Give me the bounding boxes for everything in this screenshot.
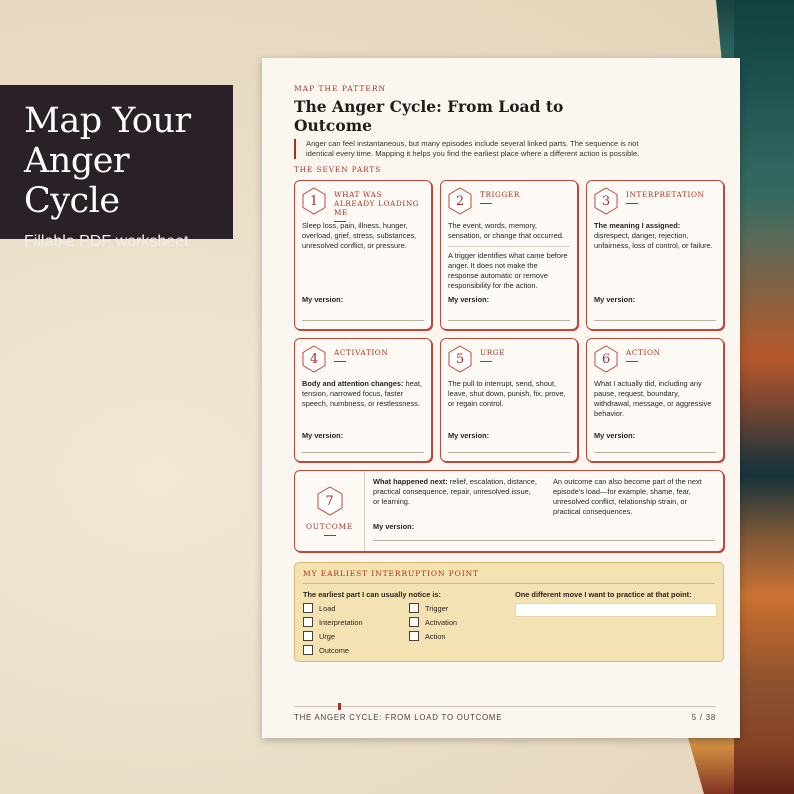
earliest-title: MY EARLIEST INTERRUPTION POINT — [303, 569, 715, 584]
card-header — [302, 345, 424, 375]
card-header — [594, 187, 716, 217]
page-footer — [294, 706, 716, 722]
my-version-field[interactable] — [448, 452, 570, 453]
option-label: Urge — [319, 631, 336, 641]
card-body — [302, 379, 424, 409]
card-activation — [294, 338, 432, 462]
checkbox[interactable] — [303, 645, 313, 655]
option-outcome[interactable] — [303, 645, 409, 655]
card-body — [448, 379, 570, 409]
card-body — [594, 221, 716, 251]
checkbox[interactable] — [303, 603, 313, 613]
checkbox[interactable] — [409, 617, 419, 627]
card-my-version[interactable] — [448, 431, 570, 453]
earliest-left-column — [303, 590, 515, 655]
my-version-label: My version: — [594, 295, 636, 304]
card-body-text: Sleep loss, pain, illness, hunger, overload, grief, stress, substances, unresolved conflict, or pressure. — [302, 221, 417, 250]
card-body — [594, 379, 716, 419]
card-urge — [440, 338, 578, 462]
earliest-question-left: The earliest part I can usually notice is: — [303, 590, 442, 599]
option-label: Trigger — [425, 603, 449, 613]
my-version-field[interactable] — [373, 540, 715, 541]
footer-title: THE ANGER CYCLE: FROM LOAD TO OUTCOME — [294, 713, 503, 722]
card-note: A trigger identifies what came before anger. It does not make the response automatic or remove responsibility for the action. — [448, 246, 570, 291]
card-body-text: disrespect, danger, rejection, unfairness, loss of control, or failure. — [594, 231, 713, 250]
card-trigger — [440, 180, 578, 330]
promo-subtitle: Fillable PDF worksheet — [24, 233, 189, 250]
outcome-body-text: relief, escalation, distance, practical consequence, repair, unresolved issue, or learning. — [373, 477, 537, 506]
outcome-body — [373, 477, 537, 507]
promo-title-card — [0, 85, 233, 250]
checkbox[interactable] — [409, 631, 419, 641]
my-version-field[interactable] — [302, 452, 424, 453]
card-number: 2 — [455, 193, 465, 209]
checkbox[interactable] — [303, 631, 313, 641]
card-body-text: The pull to interrupt, send, shout, leave, shut down, punish, fix, prove, or regain control. — [448, 379, 566, 408]
card-header — [594, 345, 716, 375]
card-number: 6 — [601, 351, 611, 367]
card-title: ACTIVATION — [334, 348, 388, 362]
option-label: Interpretation — [319, 617, 363, 627]
outcome-title: OUTCOME — [306, 522, 353, 536]
my-version-label: My version: — [448, 431, 490, 440]
earliest-question-right: One different move I want to practice at that point: — [515, 590, 692, 599]
card-my-version[interactable] — [302, 295, 424, 321]
card-my-version[interactable] — [594, 431, 716, 453]
card-title: ACTION — [626, 348, 661, 362]
option-trigger[interactable] — [409, 603, 515, 613]
option-activation[interactable] — [409, 617, 515, 627]
earliest-columns — [303, 590, 715, 655]
card-load — [294, 180, 432, 330]
options-checkbox-list — [303, 603, 515, 655]
hexagon-number-icon — [594, 187, 618, 215]
card-number: 1 — [309, 193, 319, 209]
checkbox[interactable] — [409, 603, 419, 613]
card-header — [448, 187, 570, 217]
card-body-text: The event, words, memory, sensation, or change that occurred. — [448, 221, 564, 240]
card-title: URGE — [480, 348, 505, 362]
hexagon-number-icon — [302, 187, 326, 215]
card-number: 5 — [455, 351, 465, 367]
card-body — [448, 221, 570, 241]
card-outcome — [294, 470, 724, 552]
worksheet-page — [262, 58, 740, 738]
different-move-input[interactable] — [515, 603, 717, 617]
promo-title-line1: Map Your — [24, 101, 191, 141]
option-urge[interactable] — [303, 631, 409, 641]
card-my-version[interactable] — [448, 295, 570, 321]
my-version-label: My version: — [302, 295, 344, 304]
option-label: Load — [319, 603, 336, 613]
hexagon-number-icon — [317, 486, 343, 516]
checkbox[interactable] — [303, 617, 313, 627]
outcome-my-version[interactable] — [373, 522, 715, 541]
hexagon-number-icon — [448, 345, 472, 373]
card-my-version[interactable] — [594, 295, 716, 321]
paint-edge-dark — [734, 0, 794, 794]
card-number: 3 — [601, 193, 611, 209]
card-body — [302, 221, 424, 251]
card-header — [448, 345, 570, 375]
card-header — [302, 187, 424, 217]
option-label: Activation — [425, 617, 458, 627]
outcome-body-area — [365, 471, 545, 551]
card-lead: Body and attention changes: — [302, 379, 404, 388]
card-title: TRIGGER — [480, 190, 520, 204]
page-title: The Anger Cycle: From Load to Outcome — [294, 97, 564, 135]
outcome-number: 7 — [325, 493, 334, 509]
card-title: WHAT WAS ALREADY LOADING ME — [334, 190, 424, 222]
promo-title — [24, 101, 233, 221]
my-version-field[interactable] — [594, 452, 716, 453]
footer-marker — [338, 703, 341, 710]
outcome-lead: What happened next: — [373, 477, 448, 486]
cards-grid — [294, 180, 716, 462]
page-number: 5 / 38 — [691, 713, 716, 722]
card-lead: The meaning I assigned: — [594, 221, 681, 230]
card-action — [586, 338, 724, 462]
outcome-label-area — [295, 471, 365, 551]
card-my-version[interactable] — [302, 431, 424, 453]
card-number: 4 — [309, 351, 319, 367]
my-version-label: My version: — [373, 522, 415, 531]
option-action[interactable] — [409, 631, 515, 641]
my-version-field[interactable] — [448, 320, 570, 321]
my-version-field[interactable] — [302, 320, 424, 321]
card-body-text: What I actually did, including any pause, request, boundary, withdrawal, message, or aggressive behavior. — [594, 379, 712, 418]
card-interpretation — [586, 180, 724, 330]
option-label: Action — [425, 631, 446, 641]
eyebrow: MAP THE PATTERN — [294, 84, 387, 93]
section-label: THE SEVEN PARTS — [294, 165, 382, 174]
my-version-label: My version: — [302, 431, 344, 440]
card-title: INTERPRETATION — [626, 190, 705, 204]
intro-text: Anger can feel instantaneous, but many episodes include several linked parts. The sequence is not identical every time. Mapping it helps you find the earliest place where a different action is possible. — [294, 139, 664, 159]
option-interpretation[interactable] — [303, 617, 409, 627]
earliest-right-column — [515, 590, 717, 655]
promo-title-line2: Anger Cycle — [24, 141, 130, 221]
my-version-label: My version: — [448, 295, 490, 304]
outcome-side-note: An outcome can also become part of the next episode's load—for example, shame, fear, unresolved conflict, relationship strain, or practical consequences. — [553, 477, 702, 516]
hexagon-number-icon — [302, 345, 326, 373]
my-version-label: My version: — [594, 431, 636, 440]
hexagon-number-icon — [594, 345, 618, 373]
hexagon-number-icon — [448, 187, 472, 215]
option-label: Outcome — [319, 645, 349, 655]
option-load[interactable] — [303, 603, 409, 613]
earliest-interruption-panel — [294, 562, 724, 662]
my-version-field[interactable] — [594, 320, 716, 321]
card-body-text: heat, tension, narrowed focus, faster speech, numbness, or restlessness. — [302, 379, 422, 408]
